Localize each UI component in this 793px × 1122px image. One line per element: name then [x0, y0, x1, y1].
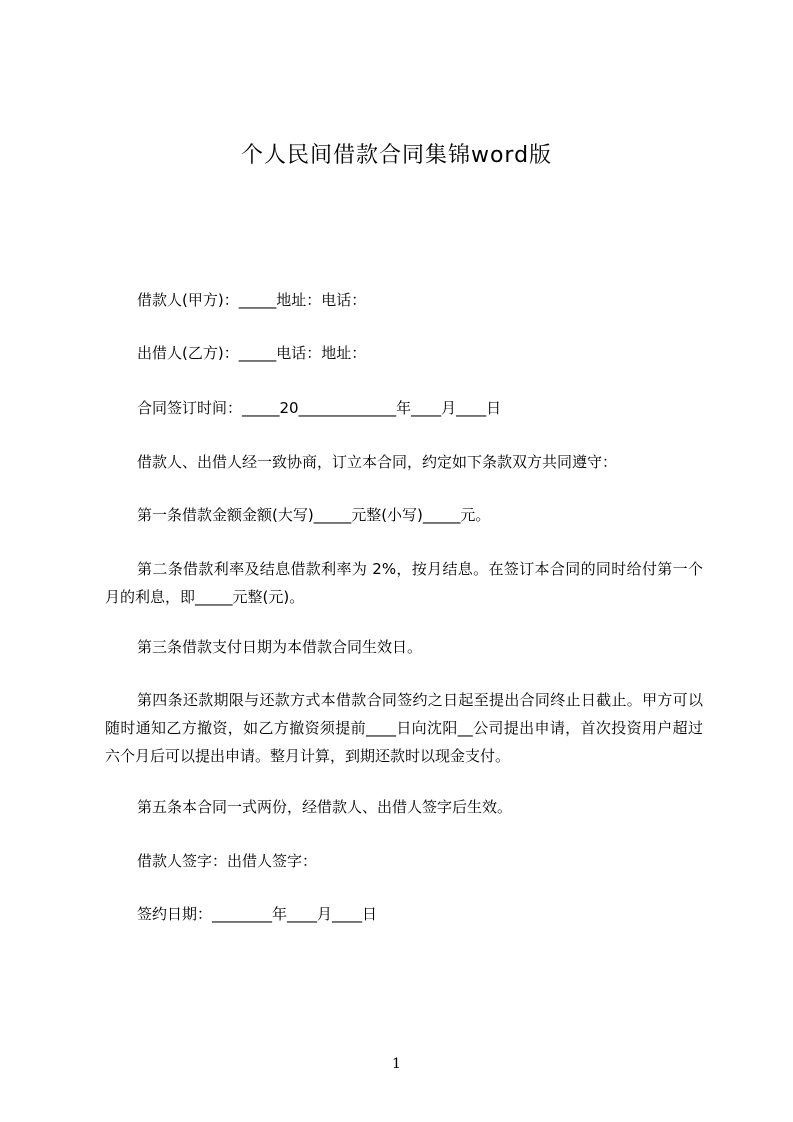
article-4: 第四条还款期限与还款方式本借款合同签约之日起至提出合同终止日截止。甲方可以随时通知乙方撤资，如乙方撤资须提前____日向沈阳__公司提出申请，首次投资用户超过六个月后可以提出申请。整月计算，到期还款时以现金支付。: [105, 691, 703, 765]
article-1: 第一条借款金额金额(大写)_____元整(小写)_____元。: [137, 506, 491, 524]
borrower-info-line: 借款人(甲方)：_____地址：电话：: [137, 291, 367, 309]
document-title: 个人民间借款合同集锦word版: [240, 143, 553, 168]
signing-time-line: 合同签订时间：_____20_____________年____月____日: [137, 399, 502, 417]
lender-info-line: 出借人(乙方)：_____电话：地址：: [137, 344, 367, 362]
article-3: 第三条借款支付日期为本借款合同生效日。: [137, 638, 423, 656]
page-number: 1: [392, 1056, 401, 1072]
signature-line: 借款人签字：出借人签字：: [137, 852, 318, 870]
article-2: 第二条借款利率及结息借款利率为 2%，按月结息。在签订本合同的同时给付第一个月的利息，即_____元整(元)。: [105, 560, 703, 606]
article-5: 第五条本合同一式两份，经借款人、出借人签字后生效。: [137, 798, 513, 816]
agreement-intro: 借款人、出借人经一致协商，订立本合同，约定如下条款双方共同遵守：: [137, 453, 618, 471]
signing-date-line: 签约日期：________年____月____日: [137, 905, 378, 923]
